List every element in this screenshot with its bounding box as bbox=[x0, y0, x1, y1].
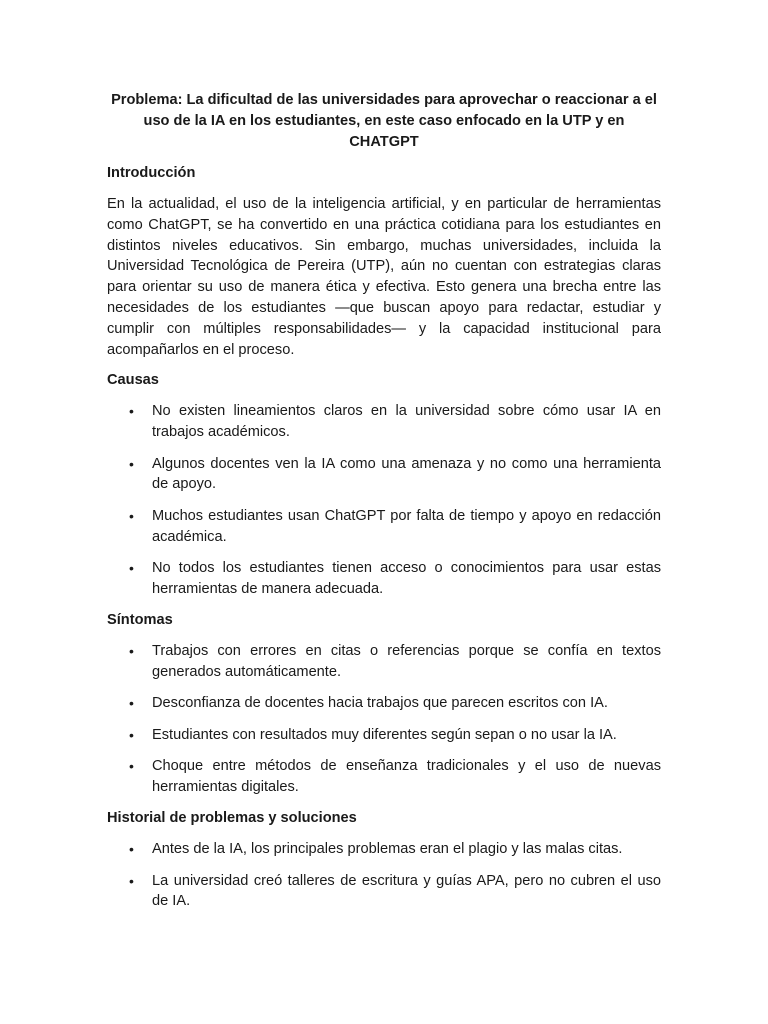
bullet-icon: • bbox=[129, 559, 134, 576]
list-item-text: Choque entre métodos de enseñanza tradicionales y el uso de nuevas herramientas digitales. bbox=[152, 758, 661, 795]
bullet-icon: • bbox=[129, 726, 134, 743]
historial-list bbox=[107, 839, 661, 912]
sintomas-list bbox=[107, 641, 661, 798]
list-item bbox=[107, 401, 661, 443]
list-item-text: Trabajos con errores en citas o referencias porque se confía en textos generados automáticamente. bbox=[152, 643, 661, 680]
list-item bbox=[107, 756, 661, 798]
list-item bbox=[107, 693, 661, 714]
heading-causas: Causas bbox=[107, 372, 159, 389]
heading-sintomas: Síntomas bbox=[107, 612, 173, 629]
list-item bbox=[107, 558, 661, 600]
bullet-icon: • bbox=[129, 841, 134, 858]
list-item bbox=[107, 454, 661, 496]
list-item-text: Muchos estudiantes usan ChatGPT por falta de tiempo y apoyo en redacción académica. bbox=[152, 507, 661, 545]
list-item-text: Desconfianza de docentes hacia trabajos que parecen escritos con IA. bbox=[152, 695, 608, 712]
bullet-icon: • bbox=[129, 695, 134, 712]
bullet-icon: • bbox=[129, 643, 134, 660]
list-item-text: No todos los estudiantes tienen acceso o conocimientos para usar estas herramientas de manera adecuada. bbox=[152, 559, 661, 597]
list-item-text: Algunos docentes ven la IA como una amenaza y no como una herramienta de apoyo. bbox=[152, 455, 661, 493]
causas-list bbox=[107, 401, 661, 599]
list-item bbox=[107, 641, 661, 683]
list-item bbox=[107, 839, 661, 860]
list-item bbox=[107, 871, 661, 913]
intro-paragraph: En la actualidad, el uso de la inteligencia artificial, y en particular de herramientas como ChatGPT, se ha convertido en una práctica cotidiana para los estudiantes en distintos niveles educativos. Sin embargo, muchas universidades, incluida la Universidad Tecnológica de Pereira (UTP), aún no cuentan con estrategias claras para orientar su uso de manera ética y efectiva. Esto genera una brecha entre las necesidades de los estudiantes —que buscan apoyo para redactar, estudiar y cumplir con múltiples responsabilidades— y la capacidad institucional para acompañarlos en el proceso. bbox=[107, 196, 661, 358]
list-item-text: No existen lineamientos claros en la universidad sobre cómo usar IA en trabajos académicos. bbox=[152, 403, 661, 441]
bullet-icon: • bbox=[129, 455, 134, 472]
bullet-icon: • bbox=[129, 758, 134, 775]
heading-introduccion: Introducción bbox=[107, 165, 196, 181]
list-item bbox=[107, 506, 661, 548]
document-title: Problema: La dificultad de las universidades para aprovechar o reaccionar a el uso de la IA en los estudiantes, en este caso enfocado en la UTP y en CHATGPT bbox=[111, 92, 657, 150]
list-item-text: La universidad creó talleres de escritura y guías APA, pero no cubren el uso de IA. bbox=[152, 872, 661, 910]
bullet-icon: • bbox=[129, 507, 134, 524]
list-item bbox=[107, 725, 661, 746]
list-item-text: Antes de la IA, los principales problemas eran el plagio y las malas citas. bbox=[152, 841, 623, 858]
bullet-icon: • bbox=[129, 872, 134, 889]
heading-historial: Historial de problemas y soluciones bbox=[107, 810, 357, 827]
document-page bbox=[107, 90, 661, 923]
bullet-icon: • bbox=[129, 403, 134, 420]
list-item-text: Estudiantes con resultados muy diferentes según sepan o no usar la IA. bbox=[152, 726, 617, 743]
